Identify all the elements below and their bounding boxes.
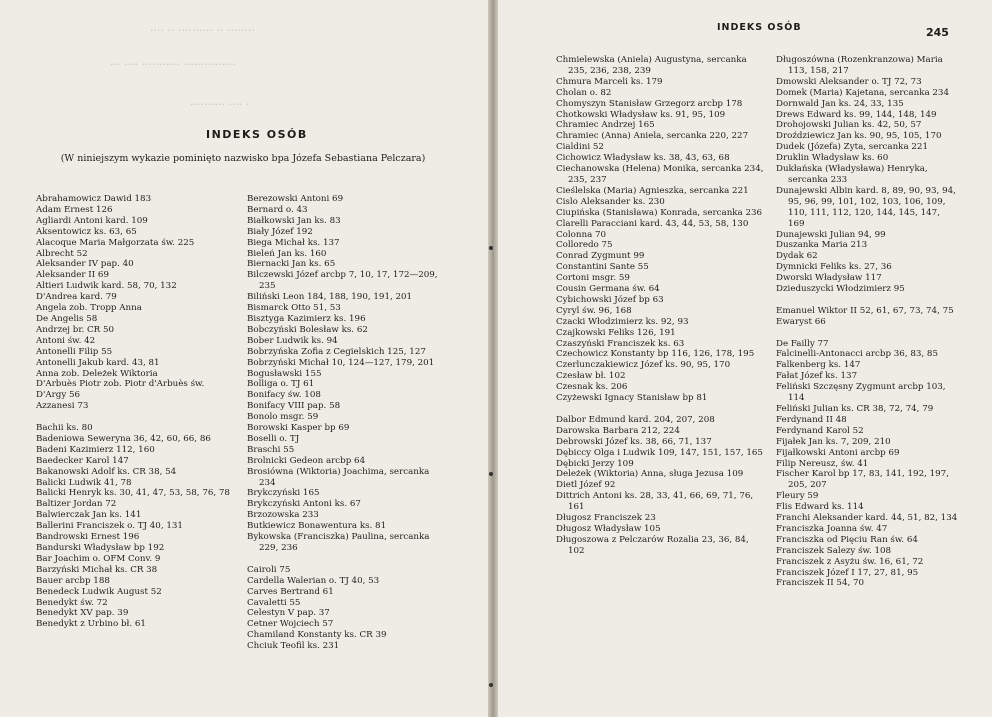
bleed-through-text: ··· ···· ··········· ··············· [110, 58, 236, 71]
index-entry: Bogusławski 155 [247, 368, 322, 379]
index-entry: Antonelli Jakub kard. 43, 81 [36, 357, 160, 368]
index-entry: Fijałkowski Antoni arcbp 69 [776, 447, 900, 458]
index-entry: Berezowski Antoni 69 [247, 194, 344, 204]
index-entry: Fleury 59 [776, 491, 819, 502]
index-entry: Aleksander IV pap. 40 [36, 259, 134, 270]
index-entry: Antonelli Filip 55 [36, 346, 113, 357]
index-entry: Franciszek z Asyżu św. 16, 61, 72 [776, 556, 924, 567]
index-entry: Biały Józef 192 [247, 226, 313, 237]
index-entry: Droździewicz Jan ks. 90, 95, 105, 170 [776, 131, 942, 142]
index-entry: Alacoque Maria Małgorzata św. 225 [36, 237, 195, 248]
index-entry: Conrad Zygmunt 99 [556, 251, 645, 262]
index-entry: Cousin Germana św. 64 [556, 284, 660, 295]
index-entry: Franchi Aleksander kard. 44, 51, 82, 134 [776, 513, 958, 524]
index-entry: Chciuk Teofil ks. 231 [247, 641, 340, 652]
index-entry: Antoni św. 42 [36, 335, 96, 346]
index-entry: Feliński Julian ks. CR 38, 72, 74, 79 [776, 403, 934, 414]
index-entry: Czyżewski Ignacy Stanisław bp 81 [556, 393, 708, 404]
index-entry: Brykczyński 165 [247, 488, 320, 499]
letter-group-gap [556, 404, 766, 415]
index-entry: Altieri Ludwik kard. 58, 70, 132 [36, 281, 177, 292]
index-entry: Bilczewski Józef arcbp 7, 10, 17, 172—209, 235 [247, 270, 438, 292]
index-entry: Czesnak ks. 206 [556, 382, 628, 393]
index-entry: Brzozowska 233 [247, 510, 319, 521]
binding-mark [489, 472, 493, 476]
index-entry: Dornwald Jan ks. 24, 33, 135 [776, 98, 904, 109]
letter-group-gap [776, 328, 958, 339]
index-entry: Ewaryst 66 [776, 316, 826, 327]
index-entry: Franciszka od Pięciu Ran św. 64 [776, 534, 918, 545]
index-column-4 [776, 55, 958, 589]
index-entry: Boselli o. TJ [247, 433, 300, 444]
index-entry: Czaszyński Franciszek ks. 63 [556, 338, 685, 349]
index-entry: Czacki Włodzimierz ks. 92, 93 [556, 316, 689, 327]
index-entry: Benedykt św. 72 [36, 597, 108, 608]
letter-group-gap [776, 295, 958, 306]
index-entry: Ferdynand II 48 [776, 414, 847, 425]
index-entry: Bobrzyński Michał 10, 124—127, 179, 201 [247, 357, 435, 368]
index-entry: Brosiówna (Wiktoria) Joachima, sercanka 234 [247, 466, 430, 488]
index-entry: Franciszek Józef I 17, 27, 81, 95 [776, 567, 919, 578]
index-entry: Cetner Wojciech 57 [247, 619, 334, 630]
index-entry: Bismarck Otto 51, 53 [247, 303, 341, 314]
index-column-1 [36, 194, 242, 630]
index-entry: Bobczyński Bolesław ks. 62 [247, 324, 368, 335]
index-entry: Czesław bł. 102 [556, 371, 626, 382]
index-entry: Anna zob. Deleżek Wiktoria [36, 368, 158, 379]
index-entry: Długoszowa z Pelczarów Rozalia 23, 36, 84, 102 [556, 534, 749, 556]
index-entry: Dydak 62 [776, 251, 818, 262]
index-entry: Bober Ludwik ks. 94 [247, 335, 338, 346]
index-entry: Carves Bertrand 61 [247, 586, 334, 597]
index-entry: Angela zob. Tropp Anna [36, 303, 142, 314]
binding-mark [489, 246, 493, 250]
index-entry: Ciupińska (Stanisława) Konrada, sercanka 236 [556, 207, 763, 218]
index-entry: Debrowski Józef ks. 38, 66, 71, 137 [556, 436, 712, 447]
index-entry: Bieleń Jan ks. 160 [247, 248, 327, 259]
index-entry: Ciechanowska (Helena) Monika, sercanka 234, 235, 237 [556, 164, 764, 185]
index-entry: D'Arbuès Piotr zob. Piotr d'Arbuès św. [36, 379, 205, 390]
book-gutter [488, 0, 498, 717]
index-entry: Dunajewski Julian 94, 99 [776, 229, 886, 240]
index-entry: Bernard o. 43 [247, 204, 308, 215]
index-entry: Badeni Kazimierz 112, 160 [36, 444, 155, 455]
index-entry: Dworski Władysław 117 [776, 273, 882, 284]
index-entry: Falkenberg ks. 147 [776, 360, 861, 371]
index-entry: Dzieduszycki Włodzimierz 95 [776, 284, 905, 295]
index-entry: Badeniowa Seweryna 36, 42, 60, 66, 86 [36, 433, 211, 444]
index-title: INDEKS OSÓB [206, 128, 308, 141]
index-intro: (W niniejszym wykazie pominięto nazwisko bpa Józefa Sebastiana Pelczara) [60, 153, 426, 164]
index-entry: Cialdini 52 [556, 142, 604, 153]
index-entry: Ballerini Franciszek o. TJ 40, 131 [36, 521, 183, 532]
index-entry: Colonna 70 [556, 229, 607, 240]
index-entry: Chomyszyn Stanisław Grzegorz arcbp 178 [556, 98, 743, 109]
index-entry: D'Argy 56 [36, 390, 81, 401]
index-entry: Franciszek II 54, 70 [776, 578, 865, 589]
index-entry: De Angelis 58 [36, 313, 98, 324]
index-entry: Dmowski Aleksander o. TJ 72, 73 [776, 76, 922, 87]
index-column-2 [247, 194, 447, 652]
index-entry: Borowski Kasper bp 69 [247, 423, 350, 434]
index-entry: Filip Nereusz, św. 41 [776, 458, 869, 469]
index-entry: Braschi 55 [247, 444, 295, 455]
index-entry: Fałat Józef ks. 137 [776, 371, 858, 382]
index-entry: Czechowicz Konstanty bp 116, 126, 178, 195 [556, 349, 755, 360]
index-entry: Azzanesi 73 [36, 401, 89, 412]
index-entry: Cybichowski Józef bp 63 [556, 294, 664, 305]
index-entry: Bauer arcbp 188 [36, 575, 110, 586]
index-entry: Cichowicz Władysław ks. 38, 43, 63, 68 [556, 153, 730, 164]
letter-group-gap [36, 412, 242, 423]
index-entry: Bandrowski Ernest 196 [36, 532, 140, 543]
index-entry: Butkiewicz Bonawentura ks. 81 [247, 521, 387, 532]
index-entry: Dietl Józef 92 [556, 480, 616, 491]
index-entry: Dukłańska (Władysława) Henryka, sercanka 233 [776, 164, 928, 185]
index-entry: Cortoni msgr. 59 [556, 273, 630, 284]
index-entry: Bykowska (Franciszka) Paulina, sercanka 229, 236 [247, 532, 430, 553]
index-entry: Bar Joachim o. OFM Conv. 9 [36, 553, 161, 564]
index-entry: Benedykt XV pap. 39 [36, 608, 129, 619]
letter-group-gap [247, 554, 447, 565]
index-entry: Emanuel Wiktor II 52, 61, 67, 73, 74, 75 [776, 305, 954, 316]
index-entry: Albrecht 52 [36, 248, 88, 259]
index-entry: Domek (Maria) Kajetana, sercanka 234 [776, 87, 949, 98]
page-number: 245 [926, 26, 949, 39]
index-entry: Fijałek Jan ks. 7, 209, 210 [776, 436, 891, 447]
index-entry: Długoszówna (Rozenkranzowa) Maria 113, 158, 217 [776, 55, 943, 76]
index-entry: Falcinelli-Antonacci arcbp 36, 83, 85 [776, 349, 938, 360]
bleed-through-text: ···· ·· ·········· ·· ········ [150, 24, 255, 37]
index-entry: Białkowski Jan ks. 83 [247, 215, 341, 226]
index-entry: Deleżek (Wiktoria) Anna, sługa Jezusa 109 [556, 469, 744, 480]
index-entry: Dębicki Jerzy 109 [556, 458, 634, 469]
index-entry: Dębiccy Olga i Ludwik 109, 147, 151, 157, 165 [556, 447, 763, 458]
index-entry: Bandurski Władysław bp 192 [36, 542, 165, 553]
index-entry: Chramiec (Anna) Aniela, sercanka 220, 227 [556, 131, 749, 142]
index-entry: Benedykt z Urbino bł. 61 [36, 619, 146, 630]
index-entry: Cholan o. 82 [556, 87, 612, 98]
index-entry: Cavaletti 55 [247, 597, 301, 608]
index-entry: Bonifacy VIII pap. 58 [247, 401, 341, 412]
bleed-through-text: ·········· ···· · [190, 98, 250, 111]
index-entry: Abrahamowicz Dawid 183 [36, 194, 152, 204]
index-entry: Agliardi Antoni kard. 109 [36, 215, 148, 226]
index-entry: Biega Michał ks. 137 [247, 237, 340, 248]
index-entry: Chmielewska (Aniela) Augustyna, sercanka 235, 236, 238, 239 [556, 55, 747, 76]
index-entry: Balwierczak Jan ks. 141 [36, 510, 142, 521]
index-entry: Bonifacy św. 108 [247, 390, 321, 401]
index-entry: Drews Edward ks. 99, 144, 148, 149 [776, 109, 937, 120]
index-entry: Dittrich Antoni ks. 28, 33, 41, 66, 69, 71, 76, 161 [556, 491, 754, 513]
binding-mark [489, 683, 493, 687]
index-entry: Andrzej br. CR 50 [36, 324, 115, 335]
index-entry: Feliński Szczęsny Zygmunt arcbp 103, 114 [776, 382, 946, 404]
index-entry: Bobrzyńska Zofia z Cegielskich 125, 127 [247, 346, 426, 357]
running-head: INDEKS OSÓB [717, 22, 802, 33]
index-entry: Flis Edward ks. 114 [776, 502, 864, 513]
index-entry: Długosz Franciszek 23 [556, 513, 656, 524]
index-entry: Franciszek Salezy św. 108 [776, 545, 892, 556]
index-entry: Cislo Aleksander ks. 230 [556, 196, 665, 207]
index-entry: Colloredo 75 [556, 240, 613, 251]
index-entry: Aksentowicz ks. 63, 65 [36, 226, 137, 237]
index-entry: Bachii ks. 80 [36, 423, 93, 434]
index-entry: Cyryl św. 96, 168 [556, 305, 632, 316]
index-entry: Chotkowski Władysław ks. 91, 95, 109 [556, 109, 726, 120]
index-entry: Constantini Sante 55 [556, 262, 649, 273]
index-entry: Bonolo msgr. 59 [247, 412, 319, 423]
index-entry: Czerlunczakiewicz Józef ks. 90, 95, 170 [556, 360, 731, 371]
index-entry: Biernacki Jan ks. 65 [247, 259, 336, 270]
index-entry: Cardella Walerian o. TJ 40, 53 [247, 575, 380, 586]
index-entry: Brykczyński Antoni ks. 67 [247, 499, 361, 510]
index-entry: Dunajewski Albin kard. 8, 89, 90, 93, 94, 95, 96, 99, 101, 102, 103, 106, 109, 110, 111, 112, 120, 144, 145, 147, 169 [776, 185, 956, 229]
index-entry: Baedecker Karol 147 [36, 455, 129, 466]
index-entry: Balicki Ludwik 41, 78 [36, 477, 132, 488]
index-entry: Barzyński Michał ks. CR 38 [36, 564, 158, 575]
index-entry: Druklin Władysław ks. 60 [776, 153, 889, 164]
index-entry: Bisztyga Kazimierz ks. 196 [247, 313, 366, 324]
index-entry: Clarelli Paracciani kard. 43, 44, 53, 58, 130 [556, 218, 749, 229]
index-entry: Darowska Barbara 212, 224 [556, 425, 680, 436]
index-entry: Adam Ernest 126 [36, 204, 113, 215]
index-entry: Bolliga o. TJ 61 [247, 379, 315, 390]
index-column-3 [556, 55, 766, 557]
index-entry: Biliński Leon 184, 188, 190, 191, 201 [247, 292, 413, 303]
index-entry: De Failly 77 [776, 338, 829, 349]
index-entry: Dymnicki Feliks ks. 27, 36 [776, 262, 892, 273]
index-entry: Fischer Karol bp 17, 83, 141, 192, 197, 205, 207 [776, 469, 949, 491]
index-entry: Dudek (Józefa) Zyta, sercanka 221 [776, 142, 928, 153]
index-entry: D'Andrea kard. 79 [36, 292, 117, 303]
index-entry: Balicki Henryk ks. 30, 41, 47, 53, 58, 76, 78 [36, 488, 230, 499]
index-entry: Chamiland Konstanty ks. CR 39 [247, 630, 387, 641]
index-entry: Aleksander II 69 [36, 270, 109, 281]
index-entry: Duszanka Maria 213 [776, 240, 868, 251]
index-entry: Bakanowski Adolf ks. CR 38, 54 [36, 466, 177, 477]
index-entry: Drohojowski Julian ks. 42, 50, 57 [776, 120, 922, 131]
index-entry: Cieślelska (Maria) Agnieszka, sercanka 221 [556, 185, 749, 196]
index-entry: Cairoli 75 [247, 564, 291, 575]
index-entry: Dalbor Edmund kard. 204, 207, 208 [556, 414, 715, 425]
index-entry: Celestyn V pap. 37 [247, 608, 330, 619]
index-entry: Chramiec Andrzej 165 [556, 120, 655, 131]
index-entry: Długosz Władysław 105 [556, 523, 661, 534]
index-entry: Franciszka Joanna św. 47 [776, 523, 888, 534]
index-entry: Baltizer Jordan 72 [36, 499, 117, 510]
index-entry: Brolnicki Gedeon arcbp 64 [247, 455, 366, 466]
index-entry: Benedeck Ludwik August 52 [36, 586, 162, 597]
index-entry: Chmura Marceli ks. 179 [556, 76, 663, 87]
index-entry: Czajkowski Feliks 126, 191 [556, 327, 676, 338]
index-entry: Ferdynand Karol 52 [776, 425, 864, 436]
